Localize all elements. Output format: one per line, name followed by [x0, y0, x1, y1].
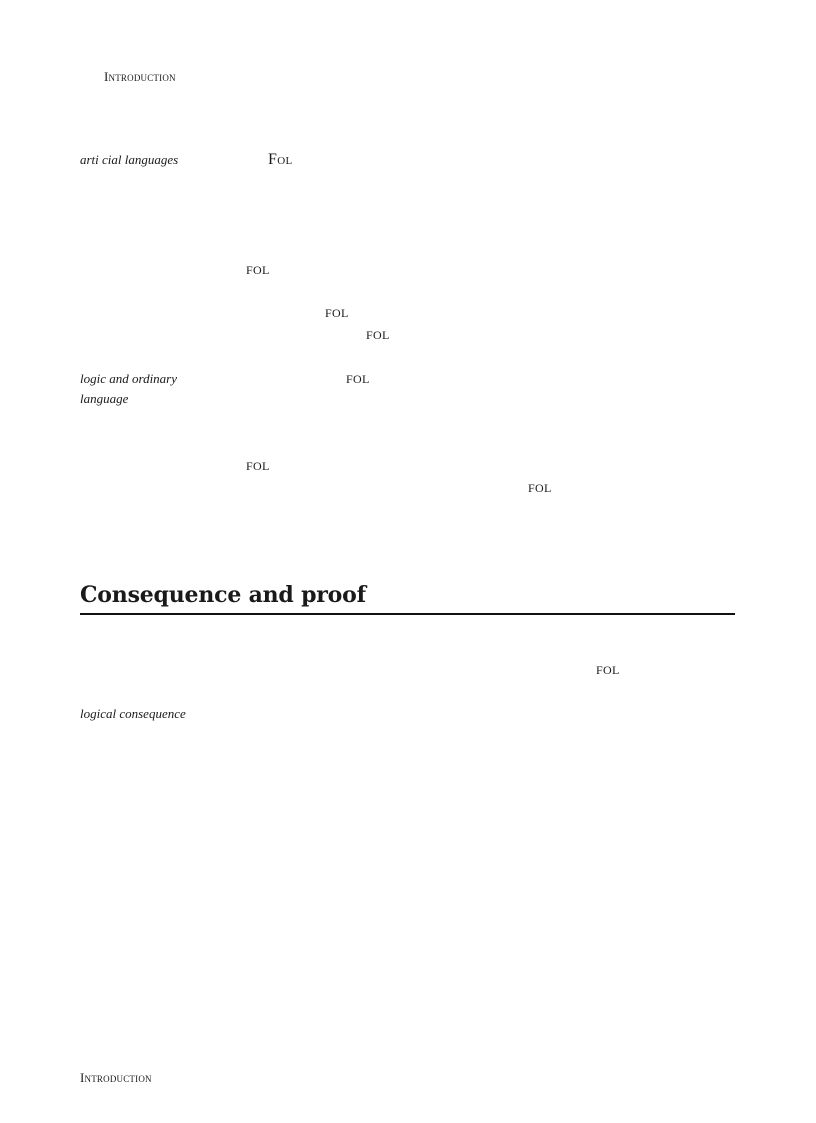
- margin-note-logical-consequence: logical consequence: [80, 706, 186, 721]
- margin-note-artificial-languages: arti cial languages: [80, 152, 179, 167]
- section-title: Consequence and proof: [80, 582, 366, 608]
- fol-term: FOL: [366, 328, 390, 342]
- fol-term: FOL: [528, 481, 552, 495]
- fol-term: Fol: [268, 151, 293, 168]
- margin-note-logic-and-ordinary-language: logic and ordinary: [80, 371, 178, 386]
- running-foot: Introduction: [80, 1070, 152, 1085]
- fol-term: FOL: [325, 306, 349, 320]
- running-head: Introduction: [104, 69, 176, 84]
- margin-note-logic-and-ordinary-language-cont: language: [80, 391, 129, 406]
- fol-term: FOL: [246, 263, 270, 277]
- fol-term: FOL: [596, 663, 620, 677]
- fol-term: FOL: [346, 372, 370, 386]
- fol-term: FOL: [246, 459, 270, 473]
- section-rule: [80, 613, 735, 615]
